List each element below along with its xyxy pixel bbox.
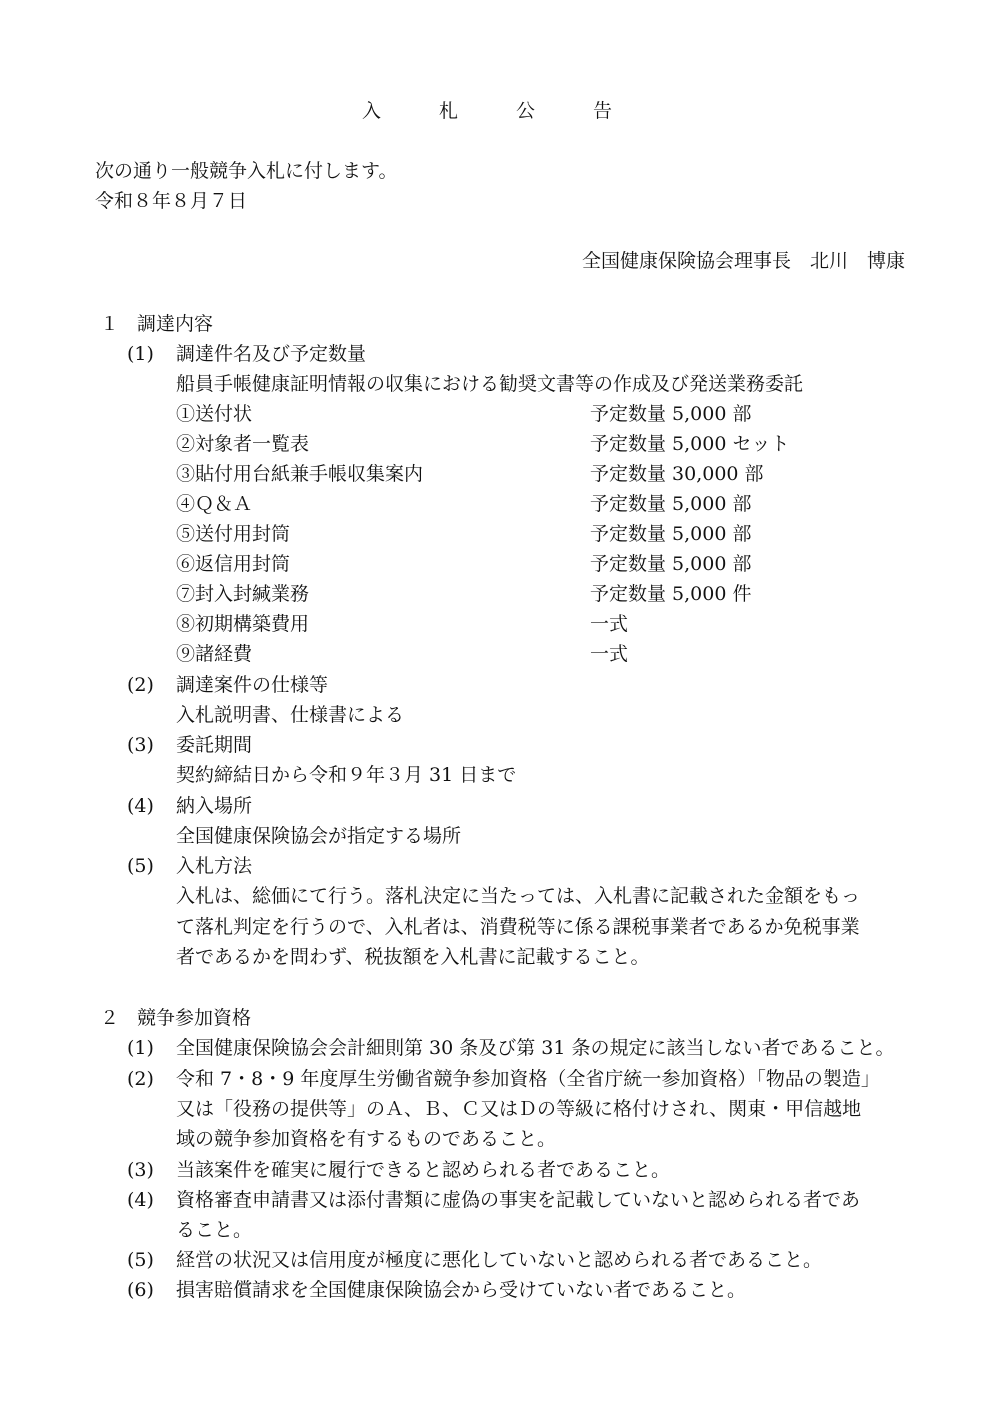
item-2-2-text-line: 域の競争参加資格を有するものであること。: [176, 1128, 557, 1150]
item-2-6-text: 損害賠償請求を全国健康保険協会から受けていない者であること。: [176, 1279, 747, 1301]
item-2-6-number: (6): [127, 1279, 154, 1301]
list-item-quantity: 予定数量 5,000 部: [590, 493, 752, 515]
item-2-4-text-line: ること。: [176, 1219, 253, 1241]
notice-date: 令和８年８月７日: [95, 190, 248, 212]
signature: 全国健康保険協会理事長 北川 博康: [581, 250, 905, 272]
list-item-label: ②対象者一覧表: [176, 433, 310, 455]
item-1-3-number: (3): [127, 734, 154, 756]
section-2-number: ２: [100, 1007, 120, 1029]
intro-text: 次の通り一般競争入札に付します。: [95, 160, 398, 182]
item-1-3-heading: 委託期間: [176, 734, 253, 756]
list-item-label: ⑨諸経費: [176, 643, 253, 665]
list-item-label: ⑥返信用封筒: [176, 553, 291, 575]
item-1-4-text: 全国健康保険協会が指定する場所: [176, 825, 462, 847]
item-1-3-text: 契約締結日から令和９年３月 31 日まで: [176, 764, 517, 786]
section-2-heading: 競争参加資格: [137, 1007, 252, 1029]
page-title: 入 札 公 告: [361, 100, 639, 122]
item-1-5-text-line: 入札は、総価にて行う。落札決定に当たっては、入札書に記載された金額をもっ: [176, 885, 861, 907]
item-1-2-text: 入札説明書、仕様書による: [176, 704, 405, 726]
item-2-1-number: (1): [127, 1037, 154, 1059]
item-1-4-number: (4): [127, 795, 154, 817]
item-1-5-number: (5): [127, 855, 154, 877]
list-item-quantity: 一式: [590, 613, 629, 635]
item-1-2-number: (2): [127, 674, 154, 696]
item-1-2-heading: 調達案件の仕様等: [176, 674, 329, 696]
item-1-5-heading: 入札方法: [176, 855, 253, 877]
list-item-quantity: 予定数量 5,000 部: [590, 523, 752, 545]
item-2-4-text-line: 資格審査申請書又は添付書類に虚偽の事実を記載していないと認められる者であ: [176, 1189, 861, 1211]
list-item-quantity: 予定数量 5,000 部: [590, 403, 752, 425]
section-1-number: １: [100, 313, 120, 335]
item-2-2-text-line: 令和 7・8・9 年度厚生労働省競争参加資格（全省庁統一参加資格）「物品の製造」: [176, 1068, 880, 1090]
list-item-quantity: 予定数量 5,000 セット: [590, 433, 790, 455]
list-item-quantity: 予定数量 30,000 部: [590, 463, 764, 485]
section-1-heading: 調達内容: [137, 313, 214, 335]
list-item-quantity: 予定数量 5,000 部: [590, 553, 752, 575]
item-2-2-number: (2): [127, 1068, 154, 1090]
item-2-3-number: (3): [127, 1159, 154, 1181]
list-item-label: ①送付状: [176, 403, 253, 425]
item-2-5-number: (5): [127, 1249, 154, 1271]
item-1-5-text-line: て落札判定を行うので、入札者は、消費税等に係る課税事業者であるか免税事業: [176, 916, 860, 938]
procurement-name: 船員手帳健康証明情報の収集における勧奨文書等の作成及び発送業務委託: [176, 373, 804, 395]
item-1-1-number: (1): [127, 343, 154, 365]
list-item-label: ④Ｑ＆Ａ: [176, 493, 253, 515]
item-2-3-text: 当該案件を確実に履行できると認められる者であること。: [176, 1159, 671, 1181]
item-2-2-text-line: 又は「役務の提供等」のＡ、Ｂ、Ｃ又はＤの等級に格付けされ、関東・甲信越地: [176, 1098, 862, 1120]
item-1-5-text-line: 者であるかを問わず、税抜額を入札書に記載すること。: [176, 946, 650, 968]
item-1-1-heading: 調達件名及び予定数量: [176, 343, 367, 365]
list-item-label: ③貼付用台紙兼手帳収集案内: [176, 463, 424, 485]
list-item-label: ⑧初期構築費用: [176, 613, 310, 635]
item-2-5-text: 経営の状況又は信用度が極度に悪化していないと認められる者であること。: [176, 1249, 823, 1271]
list-item-quantity: 一式: [590, 643, 629, 665]
list-item-quantity: 予定数量 5,000 件: [590, 583, 752, 605]
list-item-label: ⑦封入封緘業務: [176, 583, 310, 605]
list-item-label: ⑤送付用封筒: [176, 523, 291, 545]
item-2-4-number: (4): [127, 1189, 154, 1211]
item-2-1-text: 全国健康保険協会会計細則第 30 条及び第 31 条の規定に該当しない者であること。: [176, 1037, 895, 1059]
item-1-4-heading: 納入場所: [176, 795, 253, 817]
